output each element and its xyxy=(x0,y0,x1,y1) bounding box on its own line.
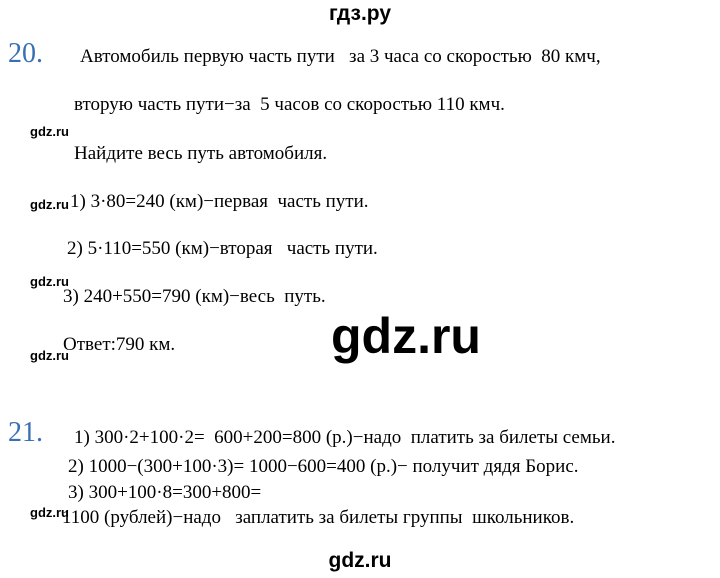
problem-21-number: 21. xyxy=(8,417,43,448)
problem-21-step-1: 1) 300·2+100·2= 600+200=800 (р.)−надо платить за билеты семьи. xyxy=(74,427,616,448)
watermark-small-4: gdz.ru xyxy=(30,348,69,363)
problem-20-step-3: 3) 240+550=790 (км)−весь путь. xyxy=(63,286,326,307)
problem-20-step-1: 1) 3·80=240 (км)−первая часть пути. xyxy=(70,191,369,212)
watermark-big: gdz.ru xyxy=(331,308,481,364)
problem-21-step-3-result: 1100 (рублей)−надо заплатить за билеты группы школьников. xyxy=(62,507,575,528)
watermark-small-2: gdz.ru xyxy=(30,197,69,212)
problem-21-step-2: 2) 1000−(300+100·3)= 1000−600=400 (р.)− получит дядя Борис. xyxy=(68,456,579,477)
problem-20-answer: Ответ:790 км. xyxy=(63,334,176,355)
problem-20-line-2: вторую часть пути−за 5 часов со скоростью 110 кмч. xyxy=(74,94,505,115)
problem-20-line-3: Найдите весь путь автомобиля. xyxy=(74,143,328,164)
watermark-small-3: gdz.ru xyxy=(30,274,69,289)
problem-20-line-1: Автомобиль первую часть пути за 3 часа со скоростью 80 кмч, xyxy=(80,46,601,67)
problem-20-step-2: 2) 5·110=550 (км)−вторая часть пути. xyxy=(67,238,378,259)
problem-20-number: 20. xyxy=(8,38,43,69)
site-footer-watermark: gdz.ru xyxy=(328,549,392,572)
problem-21-step-3: 3) 300+100·8=300+800= xyxy=(68,482,262,503)
watermark-small-1: gdz.ru xyxy=(30,124,69,139)
site-header: гдз.ру xyxy=(328,2,392,25)
watermark-small-5: gdz.ru xyxy=(30,505,69,520)
